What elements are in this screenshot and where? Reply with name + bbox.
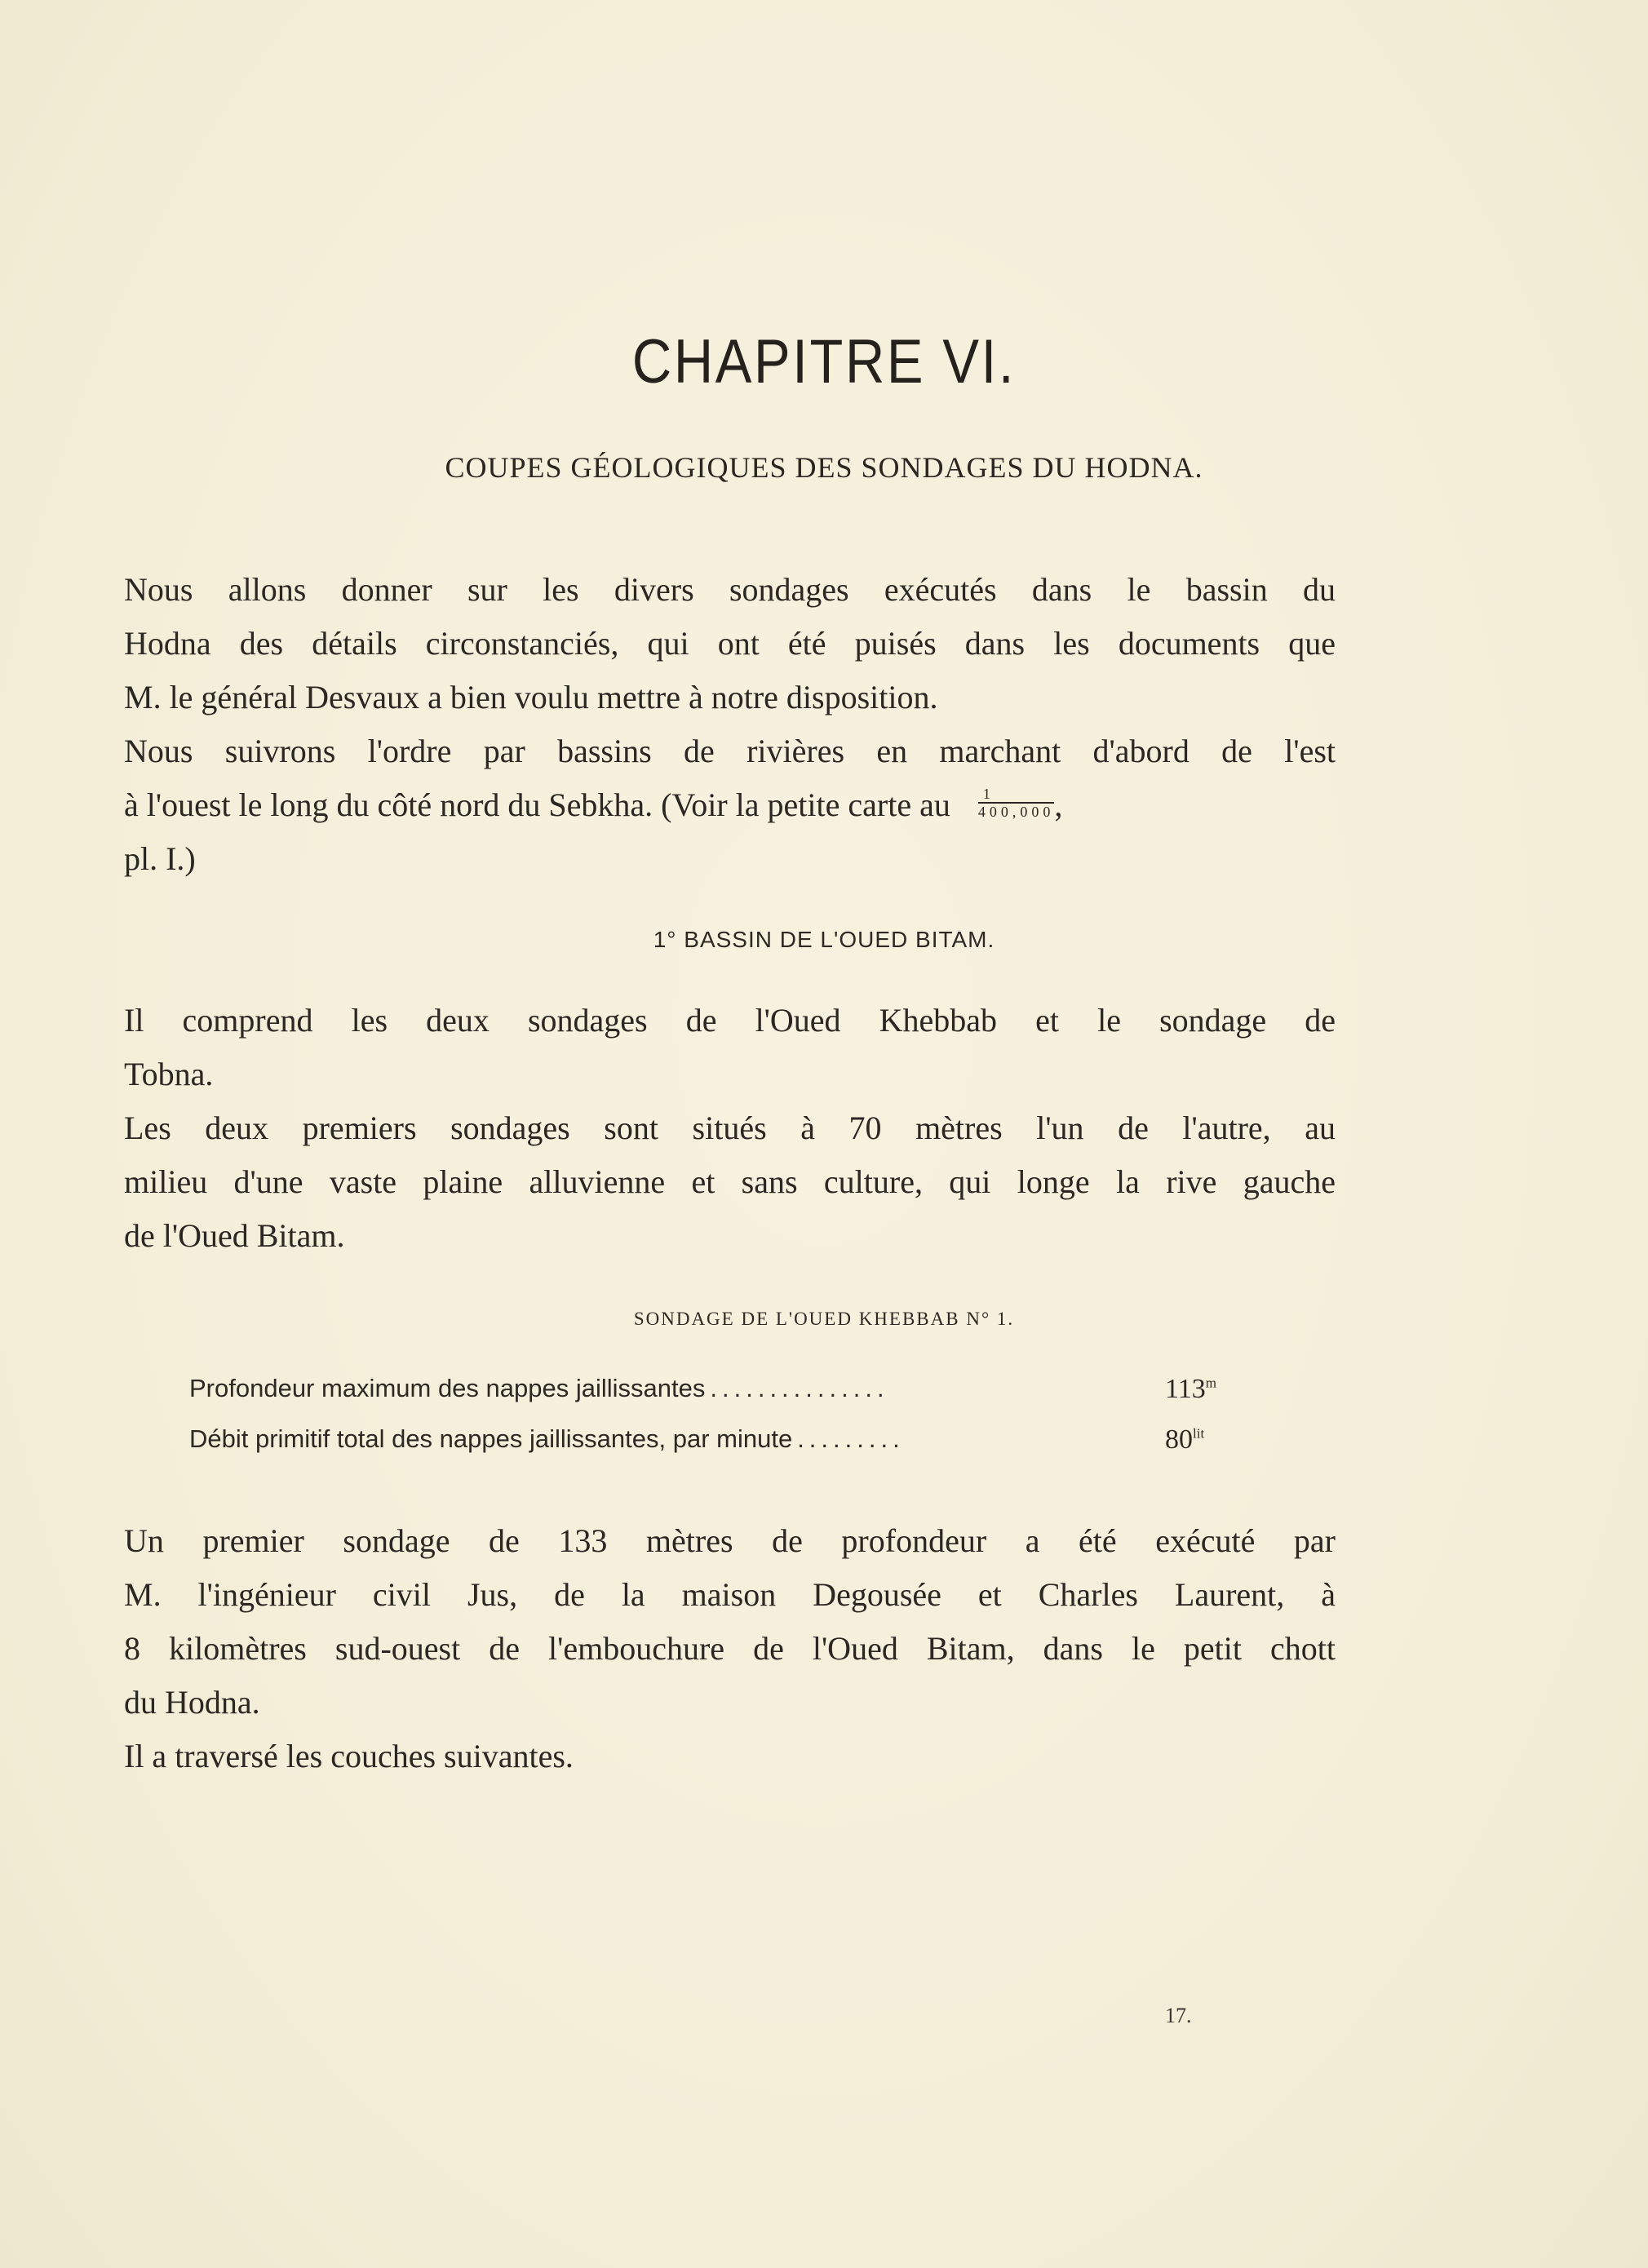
unit-superscript: lit [1193, 1425, 1205, 1442]
chapter-subtitle: COUPES GÉOLOGIQUES DES SONDAGES DU HODNA. [445, 451, 1203, 484]
page-number: 17. [1165, 2004, 1192, 2027]
section-heading: 1° BASSIN DE L'OUED BITAM. [653, 927, 995, 952]
leader-dots: ......... [797, 1424, 905, 1453]
section-p2-line2: milieu d'une vaste plaine alluvienne et sans culture, qui longe la rive gauche [124, 1163, 1336, 1200]
intro-p1-line1: Nous allons donner sur les divers sondages exécutés dans le bassin du [124, 571, 1336, 608]
sondage-row [189, 1424, 1266, 1454]
intro-p2-line2-end: , [1054, 786, 1063, 823]
sondage-row-label: Débit primitif total des nappes jaillissantes, par minute [189, 1424, 793, 1453]
scale-fraction [978, 786, 1055, 820]
unit-superscript: m [1205, 1375, 1216, 1391]
chapter-title: CHAPITRE VI. [631, 327, 1017, 396]
intro-p1-line3: M. le général Desvaux a bien voulu mettre à notre disposition. [124, 679, 938, 715]
closing-p1-line1: Un premier sondage de 133 mètres de profondeur a été exécuté par [124, 1522, 1336, 1559]
intro-p1-line2: Hodna des détails circonstanciés, qui ont été puisés dans les documents que [124, 625, 1336, 662]
sondage-heading: SONDAGE DE L'OUED KHEBBAB N° 1. [633, 1309, 1015, 1329]
closing-p1-line4: du Hodna. [124, 1684, 260, 1721]
section-p2-line3: de l'Oued Bitam. [124, 1217, 345, 1254]
intro-p2-line1: Nous suivrons l'ordre par bassins de rivières en marchant d'abord de l'est [124, 733, 1336, 769]
closing-p2-line1: Il a traversé les couches suivantes. [124, 1738, 574, 1774]
sondage-row [189, 1374, 1266, 1403]
sondage-row-value: 113$^m$ [1165, 1374, 1216, 1404]
intro-p2-line2 [124, 778, 1336, 831]
scale-fraction-denominator: 400,000 [977, 803, 1055, 820]
intro-p2-line3: pl. I.) [124, 840, 196, 877]
sondage-row-label: Profondeur maximum des nappes jaillissantes [189, 1374, 706, 1402]
section-p1-line1: Il comprend les deux sondages de l'Oued Khebbab et le sondage de [124, 1002, 1336, 1039]
closing-p1-line3: 8 kilomètres sud-ouest de l'embouchure de l'Oued Bitam, dans le petit chott [124, 1630, 1336, 1667]
scale-fraction-numerator: 1 [978, 786, 1055, 804]
section-p1-line2: Tobna. [124, 1056, 214, 1092]
closing-p1-line2: M. l'ingénieur civil Jus, de la maison Degousée et Charles Laurent, à [124, 1576, 1336, 1613]
intro-p2-line2-text: à l'ouest le long du côté nord du Sebkha. (Voir la petite carte au [124, 786, 950, 823]
leader-dots: ............... [710, 1374, 889, 1402]
sondage-row-value: $80^{lit}$ [1165, 1424, 1205, 1455]
section-p2-line1: Les deux premiers sondages sont situés à 70 mètres l'un de l'autre, au [124, 1110, 1336, 1146]
